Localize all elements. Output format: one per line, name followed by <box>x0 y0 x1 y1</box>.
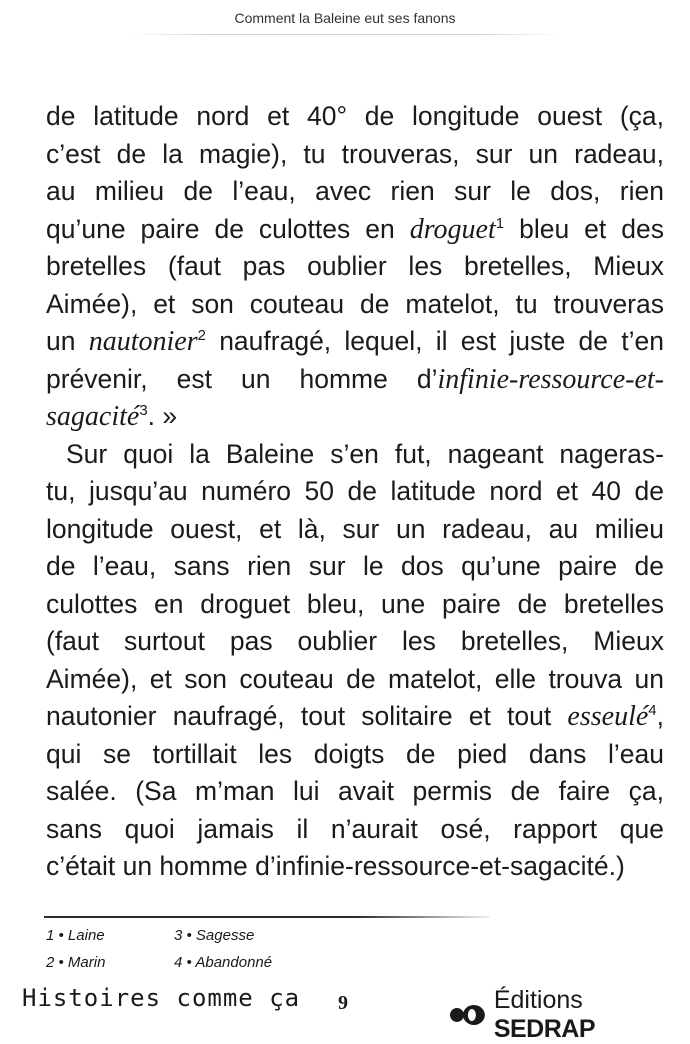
text-line <box>46 136 664 174</box>
text-line <box>46 211 664 249</box>
text-run: Aimée), et son couteau de matelot, tu trouveras <box>46 288 664 319</box>
text-run: de l’eau, sans rien sur le dos qu’une paire de <box>46 551 664 581</box>
text-line <box>46 248 664 286</box>
text-run: bretelles (faut pas oublier les bretelles, Mieux <box>46 251 664 281</box>
text-run: bleu et des <box>504 213 664 244</box>
text-run: culottes en droguet bleu, une paire de bretelles <box>46 588 664 619</box>
publisher-name <box>494 986 690 1044</box>
text-run: Aimée), et son couteau de matelot, elle trouva un <box>46 663 664 694</box>
text-run: longitude ouest, et là, sur un radeau, au milieu <box>46 513 664 544</box>
running-title: Comment la Baleine eut ses fanons <box>234 10 456 26</box>
text-line <box>46 173 664 211</box>
italic-term: sagacité <box>46 401 140 432</box>
text-line <box>46 548 664 586</box>
page-number: 9 <box>338 992 348 1014</box>
text-line <box>46 586 664 624</box>
text-line <box>46 361 664 399</box>
text-run: prévenir, est un homme d’ <box>46 363 438 394</box>
publisher-prefix: Éditions <box>493 986 583 1014</box>
text-line <box>46 286 664 324</box>
text-line <box>46 398 664 436</box>
body-text <box>46 98 664 886</box>
text-run: de latitude nord et 40° de longitude ouest (ça, <box>46 101 664 131</box>
text-run: nautonier naufragé, tout solitaire et tout <box>46 701 568 731</box>
text-line <box>46 323 664 361</box>
collection-title: Histoires comme ça <box>22 984 301 1012</box>
publisher-brand: SEDRAP <box>493 1015 596 1043</box>
text-line <box>46 511 664 549</box>
footnote-3: 3 • Sagesse <box>174 927 255 944</box>
footnote-ref: 1 <box>495 214 505 232</box>
text-run: qu’une paire de culottes en <box>46 213 410 244</box>
text-line <box>46 98 664 136</box>
text-run: (faut surtout pas oublier les bretelles, Mieux <box>46 626 664 656</box>
italic-term: nautonier <box>88 326 198 357</box>
text-run: qui se tortillait les doigts de pied dans l’eau <box>46 738 664 769</box>
italic-term: droguet <box>409 213 496 245</box>
footnote-ref: 2 <box>197 327 206 345</box>
text-run: salée. (Sa m’man lui avait permis de faire ça, <box>46 776 664 806</box>
italic-term: infinie-ressource-et- <box>437 363 664 395</box>
text-line <box>46 848 664 886</box>
text-line <box>46 436 664 474</box>
text-run: tu, jusqu’au numéro 50 de latitude nord et 40 de <box>46 476 664 506</box>
footnote-2: 2 • Marin <box>46 954 106 971</box>
text-run: c’est de la magie), tu trouveras, sur un radeau, <box>46 138 664 169</box>
text-run: un <box>46 326 89 356</box>
text-line <box>46 623 664 661</box>
text-run: au milieu de l’eau, avec rien sur le dos, rien <box>46 176 664 206</box>
text-run: , <box>656 701 664 731</box>
footnote-4: 4 • Abandonné <box>174 954 273 971</box>
text-line <box>46 698 664 736</box>
text-run: c’était un homme d’infinie-ressource-et-sagacité.) <box>46 851 625 881</box>
footnote-ref: 3 <box>139 402 148 420</box>
text-line <box>46 473 664 511</box>
footnote-divider <box>44 916 490 918</box>
italic-term: esseulé <box>567 701 649 732</box>
publisher <box>448 986 690 1044</box>
text-run: Sur quoi la Baleine s’en fut, nageant nageras- <box>66 438 664 469</box>
text-line <box>46 736 664 774</box>
text-run: . » <box>147 401 178 431</box>
text-run: naufragé, lequel, il est juste de t’en <box>205 326 664 356</box>
header-divider <box>130 34 560 35</box>
footnote-1: 1 • Laine <box>46 927 105 944</box>
text-line <box>46 773 664 811</box>
text-run: sans quoi jamais il n’aurait osé, rapport que <box>46 813 664 844</box>
footnote-ref: 4 <box>648 702 657 720</box>
sedrap-logo-icon <box>448 1003 486 1027</box>
text-line <box>46 661 664 699</box>
text-line <box>46 811 664 849</box>
